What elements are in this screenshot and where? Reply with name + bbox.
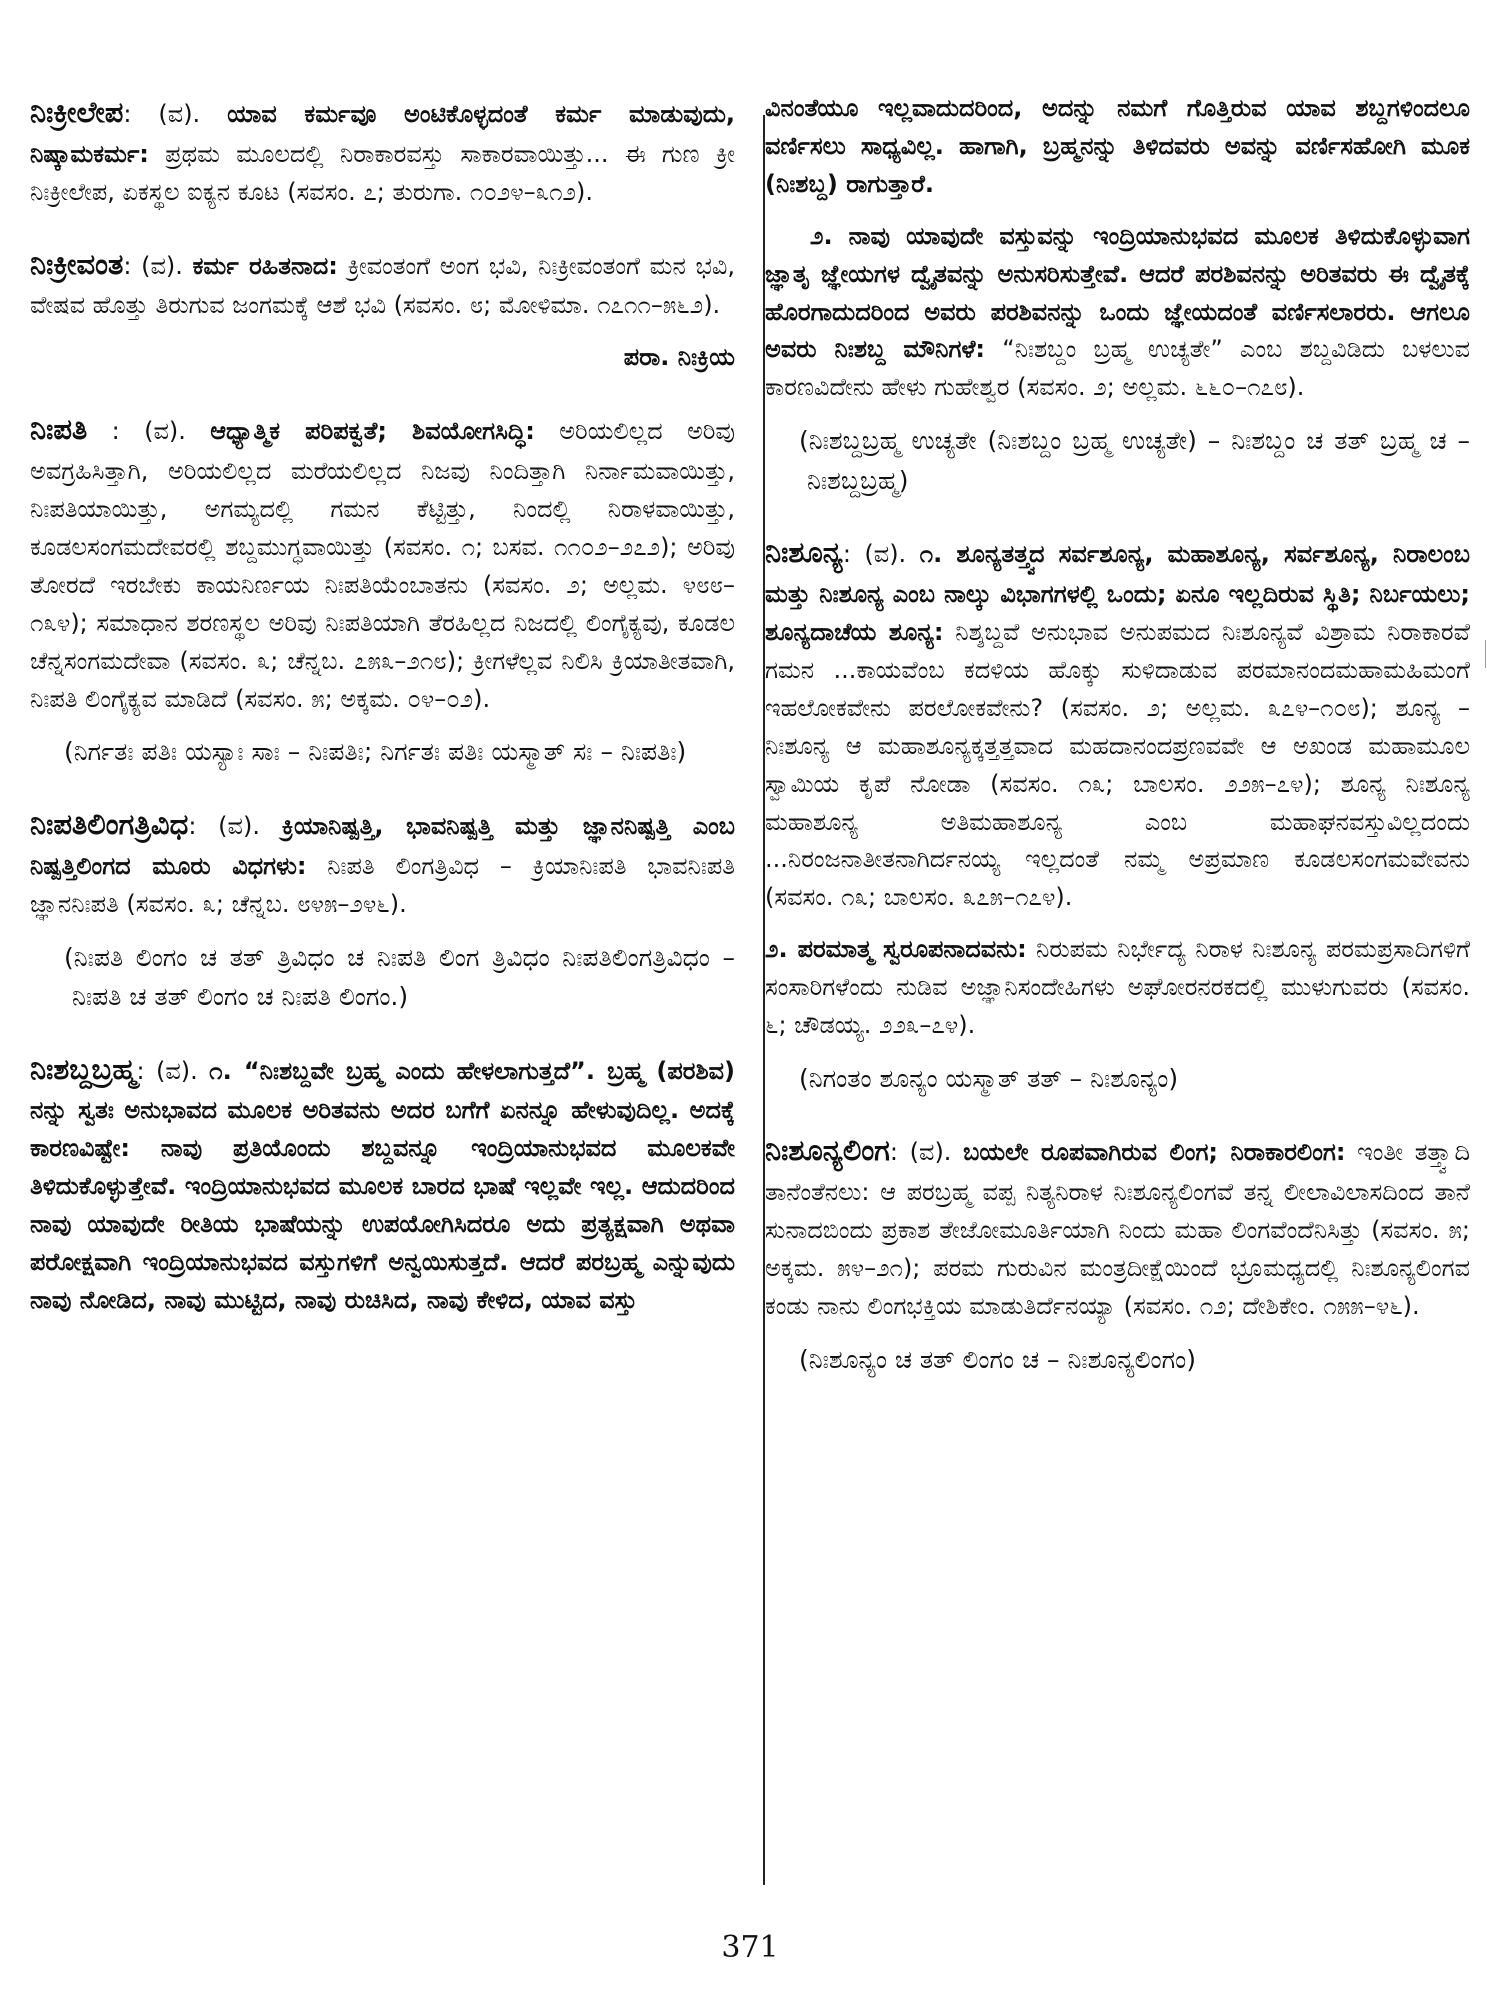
quotation: “ನಿಃಶಬ್ದಂ ಬ್ರಹ್ಮ ಉಚ್ಯತೇ” ಎಂಬ ಶಬ್ದವಿಡಿದು ಬಳಲುವ ಕಾರಣವಿದೇನು ಹೇಳು ಗುಹೇಶ್ವರ (ಸವಸಂ. ೨; ಅಲ್ಲಮ. ೬೬೦–೧೭೮).	[765, 335, 1470, 402]
part-of-speech: : (ವ).	[842, 540, 920, 569]
quotation: ನಿರುಪಮ ನಿರ್ಭೇದ್ಯ ನಿರಾಳ ನಿಃಶೂನ್ಯ ಪರಮಪ್ರಸಾದಿಗಳಿಗೆ ಸಂಸಾರಿಗಳೆಂದು ನುಡಿವ ಅಜ್ಞಾನಿಸಂದೇಹಿಗಳು ಅಘೋರನರಕದಲ್ಲಿ ಮುಳುಗುವರು (ಸವಸಂ. ೬; ಚೌಡಯ್ಯ. ೨೨೩–೭೪).	[765, 935, 1470, 1040]
etymology: (ನಿಃಪತಿ ಲಿಂಗಂ ಚ ತತ್ ತ್ರಿವಿಧಂ ಚ ನಿಃಪತಿ ಲಿಂಗ ತ್ರಿವಿಧಂ ನಿಃಪತಿಲಿಂಗತ್ರಿವಿಧಂ – ನಿಃಪತಿ ಚ ತತ್ ಲಿಂಗಂ ಚ ನಿಃಪತಿ ಲಿಂಗಂ.)	[64, 942, 735, 1012]
margin-mark	[1485, 640, 1486, 668]
definition-continued: ವಿನಂತೆಯೂ ಇಲ್ಲವಾದುದರಿಂದ, ಅದನ್ನು ನಮಗೆ ಗೊತ್ತಿರುವ ಯಾವ ಶಬ್ದಗಳಿಂದಲೂ ವರ್ಣಿಸಲು ಸಾಧ್ಯವಿಲ್ಲ. ಹಾಗಾಗಿ, ಬ್ರಹ್ಮನನ್ನು ತಿಳಿದವರು ಅವನ್ನು ವರ್ಣಿಸಹೋಗಿ ಮೂಕ (ನಿಃಶಬ್ದ) ರಾಗುತ್ತಾರೆ.	[765, 94, 1470, 198]
column-divider	[763, 115, 765, 1885]
headword: ನಿಃಕ್ರೀಲೇಪ	[30, 95, 124, 129]
part-of-speech: : (ವ).	[889, 1138, 964, 1167]
definition: ಕ್ರಿಯಾನಿಷ್ಪತ್ತಿ, ಭಾವನಿಷ್ಪತ್ತಿ ಮತ್ತು ಜ್ಞಾನನಿಷ್ಪತ್ತಿ ಎಂಬ ನಿಷ್ಪತ್ತಿಲಿಂಗದ ಮೂರು ವಿಧಗಳು:	[30, 811, 735, 880]
entry-nihpatilingatrividha	[30, 802, 735, 1017]
part-of-speech: : (ವ).	[136, 1056, 210, 1085]
etymology: (ನಿರ್ಗತಃ ಪತಿಃ ಯಸ್ಯಾಃ ಸಾಃ – ನಿಃಪತಿಃ; ನಿರ್ಗತಃ ಪತಿಃ ಯಸ್ಮಾತ್ ಸಃ – ನಿಃಪತಿಃ)	[64, 737, 687, 767]
headword: ನಿಃಶಬ್ದಬ್ರಹ್ಮ	[30, 1051, 137, 1086]
headword: ನಿಃಶೂನ್ಯಲಿಂಗ	[765, 1133, 890, 1168]
page-number: 371	[721, 1930, 779, 1965]
quotation: ನಿಃಪತಿ ಲಿಂಗತ್ರಿವಿಧ – ಕ್ರಿಯಾನಿಃಪತಿ ಭಾವನಿಃಪತಿ ಜ್ಞಾನನಿಃಪತಿ (ಸವಸಂ. ೩; ಚೆನ್ನಬ. ೮೪೫–೨೪೬).	[30, 851, 735, 918]
entry-nihshabdabrahma-continued	[765, 90, 1470, 500]
see-also: ಪರಾ. ನಿಃಕ್ರಿಯ	[623, 343, 735, 372]
definition: ೧. “ನಿಃಶಬ್ದವೇ ಬ್ರಹ್ಮ ಎಂದು ಹೇಳಲಾಗುತ್ತದೆ”. ಬ್ರಹ್ಮ (ಪರಶಿವ) ನನ್ನು ಸ್ವತಃ ಅನುಭಾವದ ಮೂಲಕ ಅರಿತವನು ಅದರ ಬಗೆಗೆ ಏನನ್ನೂ ಹೇಳುವುದಿಲ್ಲ. ಅದಕ್ಕೆ ಕಾರಣವಿಷ್ಟೇ: ನಾವು ಪ್ರತಿಯೊಂದು ಶಬ್ದವನ್ನೂ ಇಂದ್ರಿಯಾನುಭವದ ಮೂಲಕವೇ ತಿಳಿದುಕೊಳ್ಳುತ್ತೇವೆ. ಇಂದ್ರಿಯಾನುಭವದ ಮೂಲಕ ಬಾರದ ಭಾಷೆ ಇಲ್ಲವೇ ಇಲ್ಲ. ಆದುದರಿಂದ ನಾವು ಯಾವುದೇ ರೀತಿಯ ಭಾಷೆಯನ್ನು ಉಪಯೋಗಿಸಿದರೂ ಅದು ಪ್ರತ್ಯಕ್ಷವಾಗಿ ಅಥವಾ ಪರೋಕ್ಷವಾಗಿ ಇಂದ್ರಿಯಾನುಭವದ ವಸ್ತುಗಳಿಗೆ ಅನ್ವಯಿಸುತ್ತದೆ. ಆದರೆ ಪರಬ್ರಹ್ಮ ಎನ್ನುವುದು ನಾವು ನೋಡಿದ, ನಾವು ಮುಟ್ಟಿದ, ನಾವು ರುಚಿಸಿದ, ನಾವು ಕೇಳಿದ, ಯಾವ ವಸ್ತು	[30, 1056, 735, 1314]
entry-nihshunyalinga	[765, 1128, 1470, 1379]
etymology: (ನಿಃಶಬ್ದಬ್ರಹ್ಮ ಉಚ್ಯತೇ (ನಿಃಶಬ್ದಂ ಬ್ರಹ್ಮ ಉಚ್ಯತೇ) – ನಿಃಶಬ್ದಂ ಚ ತತ್ ಬ್ರಹ್ಮ ಚ – ನಿಃಶಬ್ದಬ್ರಹ್ಮ)	[799, 426, 1470, 495]
right-column	[765, 90, 1470, 1910]
entry-nihkrivanta	[30, 242, 735, 378]
part-of-speech: : (ವ).	[87, 417, 211, 446]
quotation: ಕ್ರೀವಂತಂಗೆ ಅಂಗ ಭವಿ, ನಿಃಕ್ರೀವಂತಂಗೆ ಮನ ಭವಿ, ವೇಷವ ಹೊತ್ತು ತಿರುಗುವ ಜಂಗಮಕ್ಕೆ ಆಶೆ ಭವಿ (ಸವಸಂ. ೮; ಮೋಳಿಮಾ. ೧೭೧೧–೫೬೨).	[30, 251, 735, 320]
quotation: ಅರಿಯಲಿಲ್ಲದ ಅರಿವು ಅವಗ್ರಹಿಸಿತ್ತಾಗಿ, ಅರಿಯಲಿಲ್ಲದ ಮರೆಯಲಿಲ್ಲದ ನಿಜವು ನಿಂದಿತ್ತಾಗಿ ನಿರ್ನಾಮವಾಯಿತ್ತು, ನಿಃಪತಿಯಾಯಿತ್ತು, ಅಗಮ್ಯದಲ್ಲಿ ಗಮನ ಕೆಟ್ಟಿತ್ತು, ನಿಂದಲ್ಲಿ ನಿರಾಳವಾಯಿತ್ತು, ಕೂಡಲಸಂಗಮದೇವರಲ್ಲಿ ಶಬ್ದಮುಗ್ಧವಾಯಿತ್ತು (ಸವಸಂ. ೧; ಬಸವ. ೧೧೦೨–೨೭೨); ಅರಿವು ತೋರದೆ ಇರಬೇಕು ಕಾಯನಿರ್ಣಯ ನಿಃಪತಿಯೆಂಬಾತನು (ಸವಸಂ. ೨; ಅಲ್ಲಮ. ೪೮೮–೧೩೪); ಸಮಾಧಾನ ಶರಣಸ್ಥಲ ಅರಿವು ನಿಃಪತಿಯಾಗಿ ತೆರಹಿಲ್ಲದ ನಿಜದಲ್ಲಿ ಲಿಂಗೈಕ್ಯವು, ಕೂಡಲ ಚೆನ್ನಸಂಗಮದೇವಾ (ಸವಸಂ. ೩; ಚೆನ್ನಬ. ೭೫೩–೨೧೮); ಕ್ರೀಗಳೆಲ್ಲವ ನಿಲಿಸಿ ಕ್ರಿಯಾತೀತವಾಗಿ, ನಿಃಪತಿ ಲಿಂಗೈಕ್ಯವ ಮಾಡಿದೆ (ಸವಸಂ. ೫; ಅಕ್ಕಮ. ೦೪–೦೨).	[30, 417, 735, 713]
etymology: (ನಿಃಶೂನ್ಯಂ ಚ ತತ್ ಲಿಂಗಂ ಚ – ನಿಃಶೂನ್ಯಲಿಂಗಂ)	[799, 1344, 1196, 1374]
definition: ಆಧ್ಯಾತ್ಮಿಕ ಪರಿಪಕ್ವತೆ; ಶಿವಯೋಗಸಿದ್ಧಿ:	[210, 417, 535, 446]
entry-nihkrilepa	[30, 90, 735, 212]
entry-nihpati	[30, 407, 735, 772]
quotation: ಇಂತೀ ತತ್ತ್ವಾದಿ ತಾನೆಂತೆನಲು: ಆ ಪರಬ್ರಹ್ಮ ವಪ್ಪ ನಿತ್ಯನಿರಾಳ ನಿಃಶೂನ್ಯಲಿಂಗವೆ ತನ್ನ ಲೀಲಾವಿಲಾಸದಿಂದ ತಾನೆ ಸುನಾದಬಿಂದು ಪ್ರಕಾಶ ತೇಜೋಮೂರ್ತಿಯಾಗಿ ನಿಂದು ಮಹಾ ಲಿಂಗವೆಂದೆನಿಸಿತ್ತು (ಸವಸಂ. ೫; ಅಕ್ಕಮ. ೫೪–೨೧); ಪರಮ ಗುರುವಿನ ಮಂತ್ರದೀಕ್ಷೆಯಿಂದೆ ಭ್ರೂಮಧ್ಯದಲ್ಲಿ ನಿಃಶೂನ್ಯಲಿಂಗವ ಕಂಡು ನಾನು ಲಿಂಗಭಕ್ತಿಯ ಮಾಡುತಿರ್ದೆನಯ್ಯಾ (ಸವಸಂ. ೧೨; ದೇಶಿಕೇಂ. ೧೫೫–೪೬).	[765, 1138, 1470, 1320]
left-column	[30, 90, 735, 1910]
headword: ನಿಃಪತಿಲಿಂಗತ್ರಿವಿಧ	[30, 806, 189, 841]
headword: ನಿಃಪತಿ	[30, 412, 88, 447]
part-of-speech: : (ವ).	[123, 100, 228, 128]
quotation: ಪ್ರಥಮ ಮೂಲದಲ್ಲಿ ನಿರಾಕಾರವಸ್ತು ಸಾಕಾರವಾಯಿತ್ತು... ಈ ಗುಣ ಕ್ರೀ ನಿಃಕ್ರೀಲೇಪ, ಏಕಸ್ಥಲ ಐಕ್ಯನ ಕೂಟ (ಸವಸಂ. ೭; ತುರುಗಾ. ೧೦೨೪–೩೧೨).	[30, 139, 735, 206]
entry-nihshunya	[765, 530, 1470, 1098]
dictionary-page	[30, 90, 1470, 1910]
etymology: (ನಿಗಂತಂ ಶೂನ್ಯಂ ಯಸ್ಮಾತ್ ತತ್ – ನಿಃಶೂನ್ಯಂ)	[799, 1063, 1179, 1093]
definition: ೧. ಶೂನ್ಯತತ್ತ್ವದ ಸರ್ವಶೂನ್ಯ, ಮಹಾಶೂನ್ಯ, ಸರ್ವಶೂನ್ಯ, ನಿರಾಲಂಬ ಮತ್ತು ನಿಃಶೂನ್ಯ ಎಂಬ ನಾಲ್ಕು ವಿಭಾಗಗಳಲ್ಲಿ ಒಂದು; ಏನೂ ಇಲ್ಲದಿರುವ ಸ್ಥಿತಿ; ನಿರ್ಬಯಲು; ಶೂನ್ಯದಾಚೆಯ ಶೂನ್ಯ:	[765, 540, 1470, 646]
definition-sense-2: ೨. ನಾವು ಯಾವುದೇ ವಸ್ತುವನ್ನು ಇಂದ್ರಿಯಾನುಭವದ ಮೂಲಕ ತಿಳಿದುಕೊಳ್ಳುವಾಗ ಜ್ಞಾತೃ ಜ್ಞೇಯಗಳ ದ್ವೈತವನ್ನು ಅನುಸರಿಸುತ್ತೇವೆ. ಆದರೆ ಪರಶಿವನನ್ನು ಅರಿತವರು ಈ ದ್ವೈತಕ್ಕೆ ಹೊರಗಾದುದರಿಂದ ಅವರು ಪರಶಿವನನ್ನು ಒಂದು ಜ್ಞೇಯದಂತೆ ವರ್ಣಿಸಲಾರರು. ಆಗಲೂ ಅವರು ನಿಃಶಬ್ದ ಮೌನಿಗಳೆ:	[765, 221, 1470, 364]
definition: ಬಯಲೇ ರೂಪವಾಗಿರುವ ಲಿಂಗ; ನಿರಾಕಾರಲಿಂಗ:	[963, 1138, 1346, 1167]
entry-nihshabdabrahma	[30, 1047, 735, 1320]
headword: ನಿಃಶೂನ್ಯ	[765, 535, 843, 570]
headword: ನಿಃಕ್ರೀವಂತ	[30, 246, 124, 281]
part-of-speech: : (ವ).	[123, 251, 193, 280]
part-of-speech: : (ವ).	[188, 811, 282, 840]
definition: ಯಾವ ಕರ್ಮವೂ ಅಂಟಿಕೊಳ್ಳದಂತೆ ಕರ್ಮ ಮಾಡುವುದು, ನಿಷ್ಕಾಮಕರ್ಮ:	[30, 100, 735, 168]
definition-sense-2: ೨. ಪರಮಾತ್ಮ ಸ್ವರೂಪನಾದವನು:	[765, 935, 1027, 964]
definition: ಕರ್ಮ ರಹಿತನಾದ:	[192, 251, 338, 280]
quotation: ನಿಶ್ಶಬ್ದವೆ ಅನುಭಾವ ಅನುಪಮದ ನಿಃಶೂನ್ಯವೆ ವಿಶ್ರಾಮ ನಿರಾಕಾರವೆ ಗಮನ ...ಕಾಯವೆಂಬ ಕದಳಿಯ ಹೊಕ್ಕು ಸುಳಿದಾಡುವ ಪರಮಾನಂದಮಹಾಮಹಿಮಂಗೆ ಇಹಲೋಕವೇನು ಪರಲೋಕವೇನು? (ಸವಸಂ. ೨; ಅಲ್ಲಮ. ೩೭೪–೧೦೮); ಶೂನ್ಯ – ನಿಃಶೂನ್ಯ ಆ ಮಹಾಶೂನ್ಯಕ್ಕತ್ತತ್ತವಾದ ಮಹದಾನಂದಪ್ರಣವವೇ ಆ ಅಖಂಡ ಮಹಾಮೂಲ ಸ್ವಾಮಿಯ ಕೃಪೆ ನೋಡಾ (ಸವಸಂ. ೧೩; ಬಾಲಸಂ. ೨೨೫–೭೪); ಶೂನ್ಯ ನಿಃಶೂನ್ಯ ಮಹಾಶೂನ್ಯ ಅತಿಮಹಾಶೂನ್ಯ ಎಂಬ ಮಹಾಘನವಸ್ತುವಿಲ್ಲದಂದು ...ನಿರಂಜನಾತೀತನಾಗಿರ್ದನಯ್ಯ ಇಲ್ಲದಂತೆ ನಮ್ಮ ಅಪ್ರಮಾಣ ಕೂಡಲಸಂಗಮವೇವನು (ಸವಸಂ. ೧೩; ಬಾಲಸಂ. ೩೭೫–೧೭೪).	[765, 617, 1470, 912]
